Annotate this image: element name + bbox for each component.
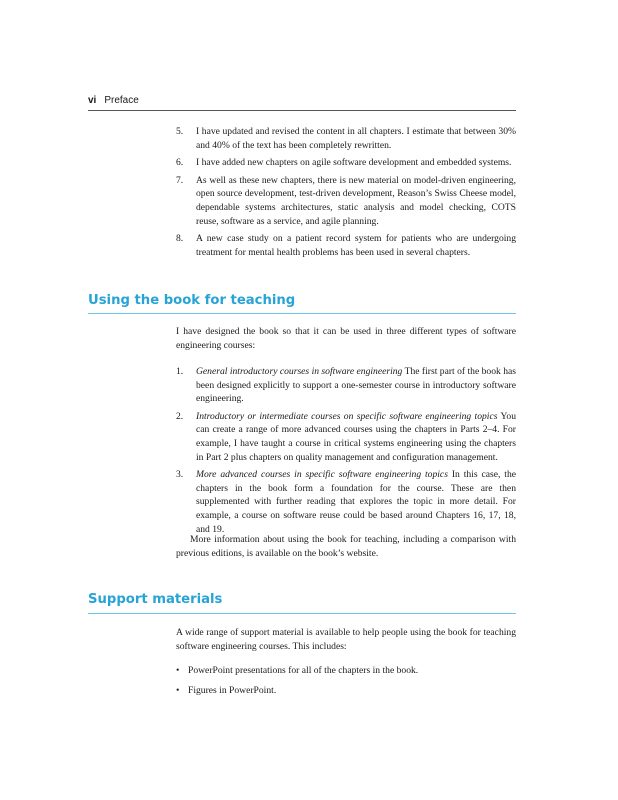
section-rule (88, 613, 516, 614)
list-item (176, 365, 516, 406)
list-text: As well as these new chapters, there is new material on model-driven engineering, open source development, test-driven development, Reason’s Swiss Cheese model, dependable systems architectures, static analysis and model checking, COTS reuse, software as a service, and agile planning. (196, 174, 516, 227)
list-text: PowerPoint presentations for all of the chapters in the book. (188, 665, 419, 676)
section-rule (88, 313, 516, 314)
list-text: The first part of the book has been designed explicitly to support a one-semester course in introductory software engineering. (196, 366, 516, 405)
list-item (176, 664, 516, 678)
list-text: I have updated and revised the content in all chapters. I estimate that between 30% and 40% of the text has been completely rewritten. (196, 126, 516, 151)
list-number: 6. (176, 157, 184, 169)
list-text: Figures in PowerPoint. (188, 684, 277, 696)
list-number: 3. (176, 469, 184, 481)
list-text: A new case study on a patient record system for patients who are undergoing treatment for mental health problems has been used in several chapters. (196, 233, 516, 258)
list-item (176, 156, 516, 170)
list-text: I have added new chapters on agile software development and embedded systems. (196, 157, 512, 169)
list-text: In this case, the chapters in the book form a foundation for the course. These are then supplemented with further reading that explores the topic in more detail. For example, a course on software reuse could be based around Chapters 16, 17, 18, and 19. (196, 469, 516, 535)
section-title-teaching: Using the book for teaching (88, 293, 296, 308)
list-item (176, 232, 516, 259)
list-number: 2. (176, 410, 184, 422)
list-number: 7. (176, 174, 184, 186)
list-item (176, 410, 516, 464)
running-title: Preface (104, 95, 139, 106)
list-item (176, 174, 516, 228)
list-item (176, 684, 516, 698)
teaching-closing: More information about using the book for teaching, including a comparison with previous editions, is available on the book’s website. (176, 534, 516, 559)
running-header (88, 95, 516, 109)
list-text: You can create a range of more advanced courses using the chapters in Parts 2–4. For example, I have taught a course in critical systems engineering using the chapters in Part 2 plus chapters on quality management and configuration management. (196, 410, 517, 463)
course-types-list (176, 365, 516, 536)
support-bullets (176, 664, 516, 697)
support-intro: A wide range of support material is available to help people using the book for teaching software engineering courses. This includes: (176, 627, 516, 652)
list-number: 8. (176, 233, 184, 245)
header-rule (88, 110, 516, 111)
list-item (176, 468, 516, 536)
teaching-intro: I have designed the book so that it can be used in three different types of software engineering courses: (176, 326, 516, 351)
course-type-label: Introductory or intermediate courses on specific software engineering topics (196, 410, 498, 422)
course-type-label: General introductory courses in software engineering (196, 366, 403, 377)
list-item (176, 125, 516, 152)
bullet-icon: • (176, 684, 180, 696)
changes-list (176, 125, 516, 259)
list-number: 1. (176, 366, 184, 377)
bullet-icon: • (176, 665, 180, 676)
list-number: 5. (176, 126, 184, 137)
section-title-support: Support materials (88, 592, 223, 607)
course-type-label: More advanced courses in specific software engineering topics (196, 469, 448, 481)
page-number: vi (88, 95, 97, 106)
